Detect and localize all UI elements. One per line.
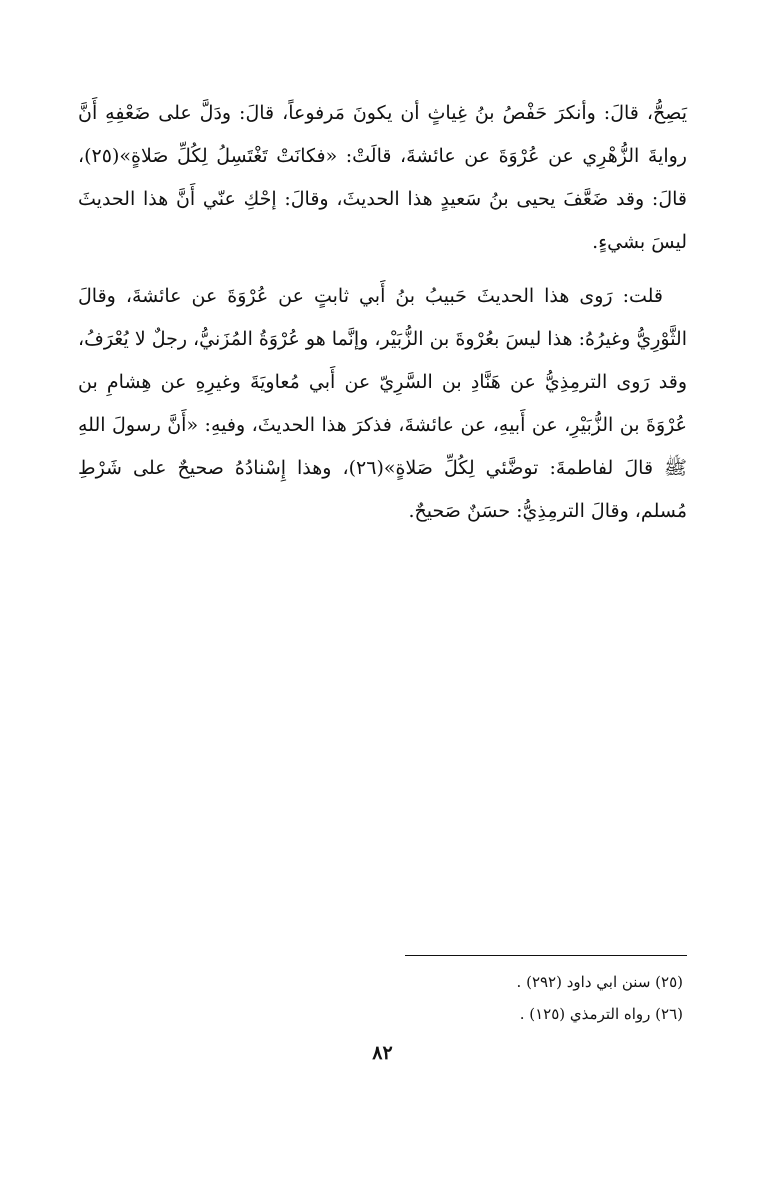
footnote-divider [405, 955, 687, 956]
footnote-25: (٢٥) سنن ابي داود (٢٩٢) . [516, 973, 683, 991]
paragraph-2: قلت: رَوى هذا الحديثَ حَبيبُ بنُ أَبي ثابتٍ عن عُرْوَةَ عن عائشةَ، وقالَ الثَّوْرِيُّ وغيرُهُ: هذا ليسَ بعُرْوةَ بن الزُّبَيْر، وإنَّما هو عُرْوَةُ المُزَنيُّ، رجلٌ لا يُعْرَفُ، وقد رَوى الترمِذِيُّ عن هَنَّادِ بن السَّرِيّ عن أَبي مُعاويَةَ وغيرِهِ عن هِشامِ بن عُرْوَةَ بن الزُّبَيْرِ، عن أَبيهِ، عن عائشةَ، فذكرَ هذا الحديثَ، وفيهِ: «أَنَّ رسولَ اللهِ ﷺ قالَ لفاطمةَ: توضَّئي لِكُلِّ صَلاةٍ»(٢٦)، وهذا إِسْنادُهُ صحيحٌ على شَرْطِ مُسلم، وقالَ الترمِذِيُّ: حسَنٌ صَحيحٌ. [78, 285, 688, 522]
footnotes [78, 966, 683, 1030]
footnote-26: (٢٦) رواه الترمذي (١٢٥) . [519, 1005, 683, 1023]
main-text [78, 92, 687, 533]
paragraph-1: يَصِحُّ، قالَ: وأنكرَ حَفْصُ بنُ غِياثٍ أن يكونَ مَرفوعاً، قالَ: ودَلَّ على ضَعْفِهِ أَنَّ روايةَ الزُّهْرِي عن عُرْوَةَ عن عائشةَ، قالَتْ: «فكانَتْ تَغْتَسِلُ لِكُلِّ صَلاةٍ»(٢٥)، قالَ: وقد ضَعَّفَ يحيى بنُ سَعيدٍ هذا الحديثَ، وقالَ: إحْكِ عنّي أَنَّ هذا الحديثَ ليسَ بشيءٍ. [78, 102, 687, 253]
page-number: ٨٢ [372, 1042, 393, 1064]
